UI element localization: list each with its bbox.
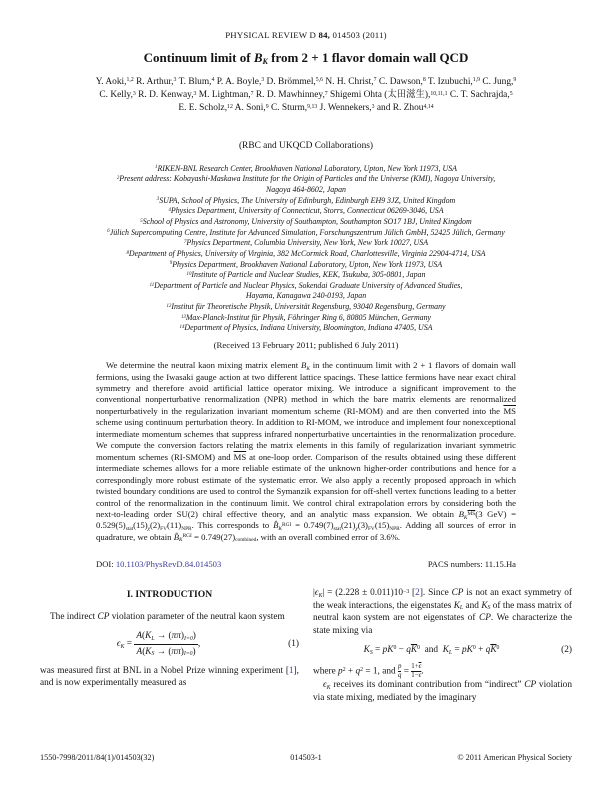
author-list [40, 76, 572, 116]
paragraph: $|\epsilon_K| = (2.228 \pm 0.011)10^{-3}$ [2]. Since CP is not an exact symmetry of the weak interactions, the eigenstates $K_L$ and $K_S$ of the mass matrix of neutral kaon system are not eigenstates of CP. We characterize the state mixing via [313, 588, 572, 636]
doi-link[interactable]: 10.1103/PhysRevD.84.014503 [115, 559, 222, 570]
citation-2[interactable]: 2 [415, 588, 420, 599]
footer-copyright: © 2011 American Physical Society [457, 753, 572, 762]
affiliation-line: $^9$Physics Department, Brookhaven National Laboratory, Upton, New York 11973, USA [169, 259, 443, 269]
section-heading-introduction: I. INTRODUCTION [126, 589, 213, 601]
equation-1-lhs: $\epsilon_K$ = [116, 639, 135, 650]
journal-header: PHYSICAL REVIEW D 84, 014503 (2011) [225, 30, 387, 40]
abstract-text: We determine the neutral kaon mixing matrix element $B_K$ in the continuum limit with 2 + 1 flavors of domain wall fermions, using the Iwasaki gauge action at two different lattice spacings. These lattice fermions have near exact chiral symmetry and therefore avoid artificial lattice operator mixing. We introduce a significant improvement to the conventional nonperturbative renormalization (NPR) method in which the bare matrix elements are renormalized nonperturbatively in the regularization invariant momentum scheme (RI-MOM) and are then converted into the $\overline{MS}$ scheme using continuum perturbation theory. In addition to RI-MOM, we introduce and implement four nonexceptional intermediate momentum schemes that suppress infrared nonperturbative uncertainties in the renormalization procedure. We compute the conversion factors relating the matrix elements in this family of regularization invariant symmetric momentum schemes (RI-SMOM) and $\overline{MS}$ at one-loop order. Comparison of the results obtained using these different intermediate schemes allows for a more reliable estimate of the unknown higher-order contributions and hence for a correspondingly more robust estimate of the systematic error. We also apply a recently proposed approach in which twisted boundary conditions are used to control the Symanzik expansion for off-shell vertex functions leading to a better control of the renormalization in the continuum limit. We control chiral extrapolation errors by considering both the next-to-leading order SU(2) chiral effective theory, and an analytic mass expansion. We obtain $B_K^{\overline{MS}}(3$ $GeV) = 0.529(5)_{stat}(15)_\chi(2)_{FV}(11)_{NPR}$. This corresponds to $B̂_K^{RGI} = 0.749(7)_{stat}(21)_\chi(3)_{FV}(15)_{NPR}$. Adding all sources of error in quadrature, we obtain $B̂_K^{RGI} = 0.749(27)_{combined}$, with an overall combined error of 3.6%. [96, 360, 517, 544]
affiliation-line: $^2$Present address: Kobayashi-Maskawa Institute for the Origin of Particles and the Universe (KMI), Nagoya University, [116, 174, 496, 184]
pacs-numbers: PACS numbers: 11.15.Ha [427, 559, 516, 570]
column-left [40, 587, 299, 704]
affiliation-line: $^{12}$Institut für Theoretische Physik, Universität Regensburg, 93040 Regensburg, Germany [166, 302, 446, 312]
affiliation-line: $^4$Physics Department, University of Connecticut, Storrs, Connecticut 06269-3046, USA [168, 206, 444, 216]
affiliation-line: $^1$RIKEN-BNL Research Center, Brookhaven National Laboratory, Upton, New York 11973, USA [155, 163, 457, 173]
paper-title: Continuum limit of $B_K$ from 2 + 1 flavor domain wall QCD [143, 50, 469, 67]
author-line: E. E. Scholz,$^{12}$ A. Soni,$^9$ C. Sturm,$^{9,13}$ J. Wennekers,$^3$ and R. Zhou$^{4,14}$ [178, 103, 434, 114]
equation-2-number: (2) [561, 644, 572, 655]
equation-1-fraction [134, 630, 197, 658]
doi-pacs-row [96, 559, 516, 569]
received-date: (Received 13 February 2011; published 6 July 2011) [213, 340, 399, 351]
equation-1-tail: , [197, 639, 201, 650]
citation-1[interactable]: 1 [288, 665, 294, 676]
doi-label: DOI: [96, 559, 116, 570]
affiliation-line: $^3$SUPA, School of Physics, The University of Edinburgh, Edinburgh EH9 3JZ, United Kingdom [156, 195, 456, 205]
affiliation-line: $^{13}$Max-Planck-Institut für Physik, Föhringer Ring 6, 80805 München, Germany [180, 312, 432, 322]
affiliation-line: $^{11}$Department of Particle and Nuclear Physics, Sokendai Graduate University of Advanced Studies, [149, 280, 463, 290]
affiliation-line: $^5$School of Physics and Astronomy, University of Southampton, Southampton SO17 1BJ, United Kingdom [140, 216, 472, 226]
affiliation-line: Hayama, Kanagawa 240-0193, Japan [245, 291, 367, 301]
affiliation-line: $^{14}$Department of Physics, Indiana University, Bloomington, Indiana 47405, USA [179, 323, 433, 333]
affiliation-line: Nagoya 464-8602, Japan [266, 184, 346, 194]
equation-1-number: (1) [288, 638, 299, 649]
inline-fraction: $\frac{1+\overline{\epsilon}}{1-\overline{\epsilon}}$ [411, 663, 422, 679]
paragraph: $\epsilon_K$ receives its dominant contribution from “indirect” CP violation via state mixing, mediated by the imaginary [313, 680, 572, 703]
affiliation-line: $^{10}$Institute of Particle and Nuclear Studies, KEK, Tsukuba, 305-0801, Japan [186, 270, 426, 280]
column-right [313, 587, 572, 704]
affiliation-line: $^8$Department of Physics, University of Virginia, 382 McCormick Road, Charlottesville, Virginia 22904-4714, USA [126, 248, 486, 258]
affiliation-list [40, 164, 572, 335]
page-footer [40, 753, 572, 762]
footer-page-number: 014503-1 [290, 753, 322, 762]
equation-1 [40, 630, 299, 658]
body-columns [40, 587, 572, 704]
author-line: Y. Aoki,$^{1,2}$ R. Arthur,$^3$ T. Blum,$^4$ P. A. Boyle,$^3$ D. Brömmel,$^{5,6}$ N. H. Christ,$^7$ C. Dawson,$^8$ T. Izubuchi,$^{1,9}$ C. Jung,$^9$ [95, 77, 517, 87]
footer-issn: 1550-7998/2011/84(1)/014503(32) [40, 753, 155, 762]
inline-fraction: $\frac{p}{q}$ [397, 663, 402, 679]
fraction-denominator: $A(K_S \to (\pi\pi)_{I=0})$ [134, 644, 197, 658]
paragraph: was measured first at BNL in a Nobel Prize winning experiment [1], and is now experimentally measured as [40, 665, 299, 689]
affiliation-line: $^6$Jülich Supercomputing Centre, Institute for Advanced Simulation, Forschungszentrum Jülich GmbH, 52425 Jülich, Germany [107, 227, 505, 237]
paragraph: The indirect CP violation parameter of the neutral kaon system [50, 611, 285, 622]
author-line: C. Kelly,$^3$ R. D. Kenway,$^3$ M. Lightman,$^7$ R. D. Mawhinney,$^7$ Shigemi Ohta (太田滋生),$^{10,11,1}$ C. T. Sachrajda,$^5$ [99, 90, 513, 101]
equation-1-body [40, 630, 277, 658]
fraction-numerator: $A(K_L \to (\pi\pi)_{I=0})$ [136, 631, 196, 642]
equation-2-body: $K_S = pK^0 - q\overline{K}^0$ and $K_L = pK^0 + q\overline{K}^0$ [363, 644, 500, 656]
paragraph: where $p^2 + q^2 = 1$, and $\frac{p}{q}$ = $\frac{1+\overline{\epsilon}}{1-\overline{\epsilon}}$ . [313, 663, 424, 679]
equation-2 [313, 644, 572, 656]
affiliation-line: $^7$Physics Department, Columbia University, New York, New York 10027, USA [183, 238, 429, 248]
doi [96, 559, 221, 569]
abstract [96, 360, 516, 543]
collaboration: (RBC and UKQCD Collaborations) [238, 140, 374, 151]
